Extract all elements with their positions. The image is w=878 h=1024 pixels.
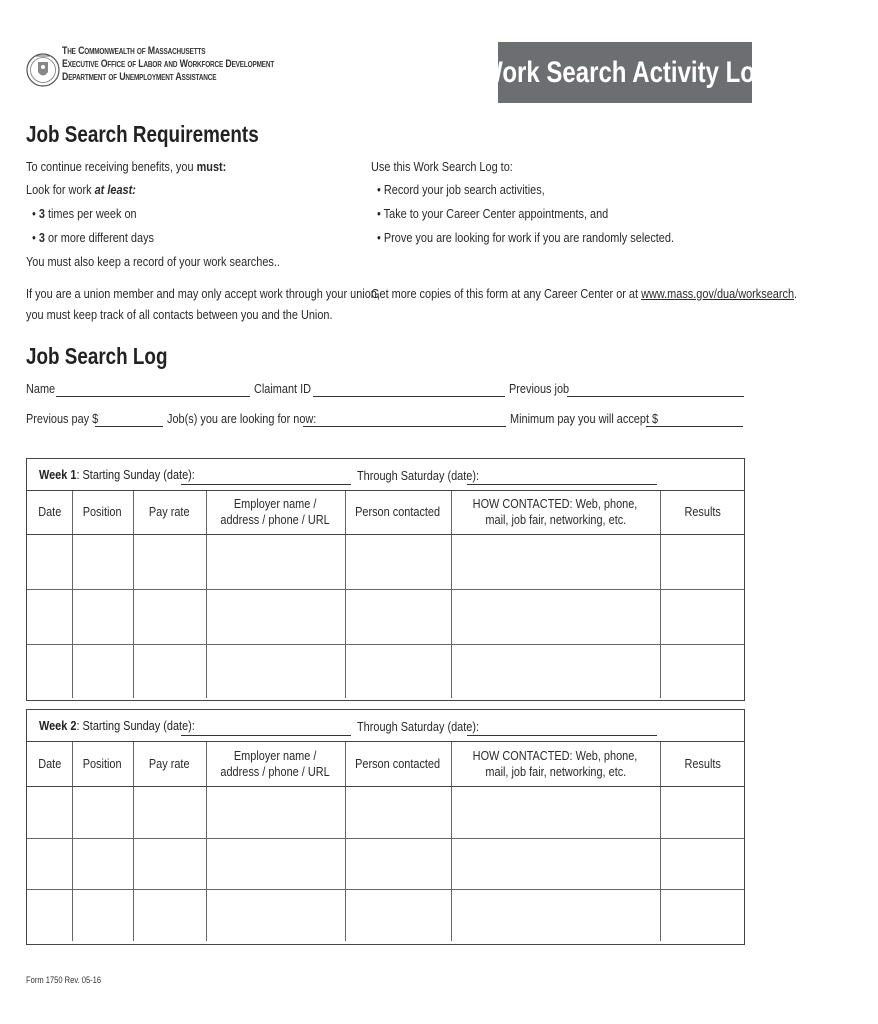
worksearch-link[interactable]: www.mass.gov/dua/worksearch xyxy=(641,286,795,301)
agency-name xyxy=(62,45,327,84)
cell[interactable] xyxy=(27,589,72,644)
req-bullet-2: • 3 or more different days xyxy=(32,230,154,245)
cell[interactable] xyxy=(345,644,451,698)
req-line-2: Look for work at least: xyxy=(26,182,136,197)
table-header-row xyxy=(27,742,744,786)
cell[interactable] xyxy=(27,838,72,889)
claimant-id-field[interactable] xyxy=(313,384,505,397)
name-label: Name xyxy=(26,381,56,396)
form-title xyxy=(480,42,770,103)
cell[interactable] xyxy=(451,589,660,644)
minimum-pay-field[interactable] xyxy=(646,414,743,427)
cell[interactable] xyxy=(206,644,345,698)
agency-line-2: Executive Office of Labor and Workforce Development xyxy=(62,58,275,70)
use-bullet-2: • Take to your Career Center appointments, and xyxy=(377,206,609,221)
table-row xyxy=(27,838,744,889)
cell[interactable] xyxy=(345,786,451,838)
col-results: Results xyxy=(660,742,744,786)
col-date: Date xyxy=(27,491,72,534)
cell[interactable] xyxy=(72,534,133,589)
week-1-end-field[interactable] xyxy=(467,472,657,485)
cell[interactable] xyxy=(27,889,72,941)
previous-pay-label: Previous pay $ xyxy=(26,411,99,426)
cell[interactable] xyxy=(451,644,660,698)
jobs-looking-label: Job(s) you are looking for now: xyxy=(167,411,317,426)
cell[interactable] xyxy=(660,838,744,889)
week-2-end-field[interactable] xyxy=(467,723,657,736)
table-row xyxy=(27,644,744,698)
table-row xyxy=(27,889,744,941)
cell[interactable] xyxy=(660,644,744,698)
col-employer: Employer name / address / phone / URL xyxy=(206,742,345,786)
col-position: Position xyxy=(72,491,133,534)
form-id: Form 1750 Rev. 05-16 xyxy=(26,975,102,985)
cell[interactable] xyxy=(206,889,345,941)
cell[interactable] xyxy=(133,589,206,644)
cell[interactable] xyxy=(72,838,133,889)
week-2-start-field[interactable] xyxy=(181,723,351,736)
cell[interactable] xyxy=(660,786,744,838)
week-2-table xyxy=(27,742,744,941)
cell[interactable] xyxy=(133,644,206,698)
copies-line: Get more copies of this form at any Career Center or at www.mass.gov/dua/worksearch. xyxy=(371,286,798,301)
col-how: HOW CONTACTED: Web, phone, mail, job fair, networking, etc. xyxy=(451,491,660,534)
minimum-pay-label: Minimum pay you will accept $ xyxy=(510,411,659,426)
col-position: Position xyxy=(72,742,133,786)
log-heading: Job Search Log xyxy=(26,343,168,369)
cell[interactable] xyxy=(345,889,451,941)
agency-line-1: The Commonwealth of Massachusetts xyxy=(62,45,206,57)
cell[interactable] xyxy=(27,786,72,838)
col-date: Date xyxy=(27,742,72,786)
cell[interactable] xyxy=(206,589,345,644)
previous-job-label: Previous job xyxy=(509,381,570,396)
cell[interactable] xyxy=(72,644,133,698)
col-how: HOW CONTACTED: Web, phone, mail, job fair, networking, etc. xyxy=(451,742,660,786)
union-line-1: If you are a union member and may only accept work through your union, xyxy=(26,286,380,301)
week-1-table xyxy=(27,491,744,698)
cell[interactable] xyxy=(206,786,345,838)
form-title-text: Work Search Activity Log xyxy=(480,55,770,89)
req-line-5: You must also keep a record of your work searches.. xyxy=(26,254,280,269)
cell[interactable] xyxy=(345,838,451,889)
cell[interactable] xyxy=(660,889,744,941)
week-2-header: Week 2: Starting Sunday (date): Through Saturday (date): xyxy=(27,710,744,742)
cell[interactable] xyxy=(72,786,133,838)
jobs-looking-field[interactable] xyxy=(303,414,506,427)
week-1-section xyxy=(26,458,745,701)
table-header-row xyxy=(27,491,744,534)
col-results: Results xyxy=(660,491,744,534)
cell[interactable] xyxy=(451,838,660,889)
union-line-2: you must keep track of all contacts between you and the Union. xyxy=(26,307,333,322)
previous-pay-field[interactable] xyxy=(95,414,163,427)
use-bullet-3: • Prove you are looking for work if you are randomly selected. xyxy=(377,230,674,245)
cell[interactable] xyxy=(72,589,133,644)
cell[interactable] xyxy=(133,786,206,838)
use-log-intro: Use this Work Search Log to: xyxy=(371,159,513,174)
previous-job-field[interactable] xyxy=(567,384,744,397)
table-row xyxy=(27,786,744,838)
name-field[interactable] xyxy=(56,384,250,397)
req-line-1: To continue receiving benefits, you must: xyxy=(26,159,227,174)
cell[interactable] xyxy=(345,534,451,589)
col-person: Person contacted xyxy=(345,491,451,534)
cell[interactable] xyxy=(206,534,345,589)
cell[interactable] xyxy=(133,889,206,941)
cell[interactable] xyxy=(660,534,744,589)
week-1-through-label: Through Saturday (date): xyxy=(357,468,480,483)
state-seal-icon xyxy=(26,41,60,99)
cell[interactable] xyxy=(27,644,72,698)
req-bullet-1: • 3 times per week on xyxy=(32,206,137,221)
col-pay-rate: Pay rate xyxy=(133,742,206,786)
cell[interactable] xyxy=(451,786,660,838)
cell[interactable] xyxy=(133,838,206,889)
week-1-start-field[interactable] xyxy=(181,472,351,485)
col-employer: Employer name / address / phone / URL xyxy=(206,491,345,534)
cell[interactable] xyxy=(345,589,451,644)
cell[interactable] xyxy=(660,589,744,644)
cell[interactable] xyxy=(27,534,72,589)
cell[interactable] xyxy=(206,838,345,889)
week-2-section xyxy=(26,709,745,945)
week-2-through-label: Through Saturday (date): xyxy=(357,719,480,734)
table-row xyxy=(27,534,744,589)
cell[interactable] xyxy=(451,534,660,589)
agency-line-3: Department of Unemployment Assistance xyxy=(62,71,217,83)
use-bullet-1: • Record your job search activities, xyxy=(377,182,545,197)
col-pay-rate: Pay rate xyxy=(133,491,206,534)
cell[interactable] xyxy=(72,889,133,941)
col-person: Person contacted xyxy=(345,742,451,786)
table-row xyxy=(27,589,744,644)
requirements-heading: Job Search Requirements xyxy=(26,121,259,147)
claimant-id-label: Claimant ID xyxy=(254,381,312,396)
week-1-header: Week 1: Starting Sunday (date): Through Saturday (date): xyxy=(27,459,744,491)
cell[interactable] xyxy=(451,889,660,941)
cell[interactable] xyxy=(133,534,206,589)
